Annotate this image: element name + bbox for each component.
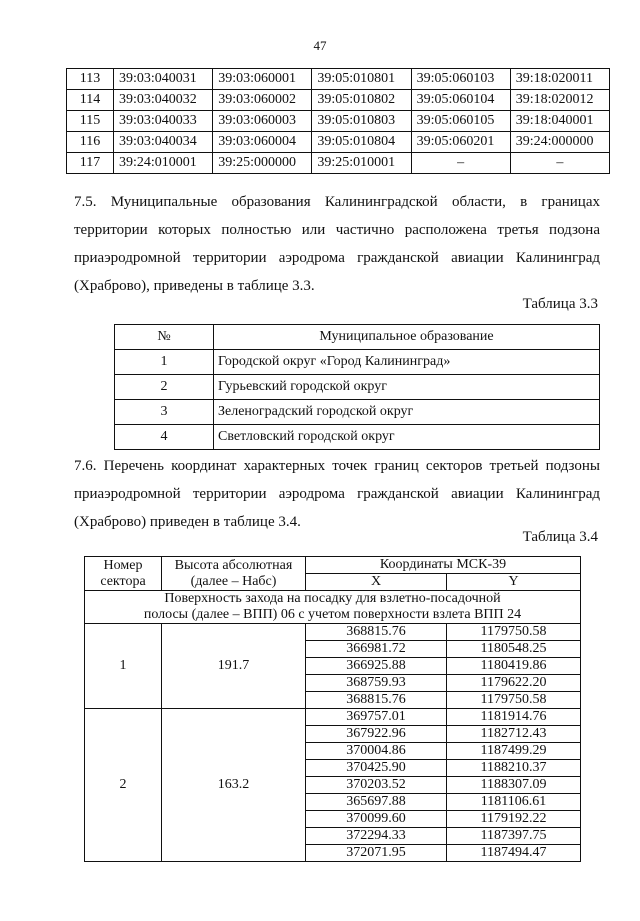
cadastral-code: 39:05:010804 — [312, 132, 411, 153]
section-row — [85, 591, 581, 624]
table-header-row — [115, 325, 600, 350]
cadastral-code: 39:03:040031 — [114, 69, 213, 90]
cadastral-code: 39:05:010802 — [312, 90, 411, 111]
cadastral-code: 39:05:060104 — [411, 90, 510, 111]
cadastral-codes-table — [66, 68, 610, 174]
header-sector-line1: Номер — [103, 557, 143, 573]
coord-x: 370425.90 — [306, 760, 447, 777]
row-number: 116 — [67, 132, 114, 153]
coord-x: 370099.60 — [306, 811, 447, 828]
paragraph-line: 7.5. Муниципальные образования Калининградской области, в границах — [74, 194, 600, 210]
paragraph-line: территории которых полностью или частично расположена третья подзона — [74, 222, 600, 238]
municipality-name: Гурьевский городской округ — [214, 375, 600, 400]
table-row — [85, 624, 581, 641]
coord-y: 1179622.20 — [447, 675, 581, 692]
municipality-name: Светловский городской округ — [214, 425, 600, 450]
coord-x: 366925.88 — [306, 658, 447, 675]
municipality-name: Городской округ «Город Калининград» — [214, 350, 600, 375]
table-3-4-caption: Таблица 3.4 — [522, 529, 598, 545]
header-sector — [85, 557, 162, 591]
table-3-4 — [84, 556, 581, 862]
coord-y: 1188307.09 — [447, 777, 581, 794]
table-row — [115, 425, 600, 450]
header-y: Y — [447, 574, 581, 591]
table-row — [67, 90, 610, 111]
cadastral-code: 39:18:020011 — [510, 69, 609, 90]
paragraph-line: приаэродромной территории аэродрома гражданской авиации Калининград — [74, 250, 600, 266]
coord-y: 1181106.61 — [447, 794, 581, 811]
cadastral-code: – — [510, 153, 609, 174]
section-title-line1: Поверхность захода на посадку для взлетно-посадочной — [164, 591, 501, 606]
paragraph-line: 7.6. Перечень координат характерных точек границ секторов третьей подзоны — [74, 458, 600, 474]
table-row — [115, 400, 600, 425]
table-header-row — [85, 557, 581, 574]
sector-altitude: 163.2 — [162, 709, 306, 862]
table-3-3 — [114, 324, 600, 450]
cadastral-code: 39:03:060001 — [213, 69, 312, 90]
table-row — [67, 153, 610, 174]
table-3-3-caption: Таблица 3.3 — [522, 296, 598, 312]
cadastral-code: 39:25:010001 — [312, 153, 411, 174]
coord-y: 1180419.86 — [447, 658, 581, 675]
coord-y: 1179750.58 — [447, 692, 581, 709]
row-number: 2 — [115, 375, 214, 400]
cadastral-code: 39:18:020012 — [510, 90, 609, 111]
coord-y: 1179192.22 — [447, 811, 581, 828]
row-number: 4 — [115, 425, 214, 450]
coord-x: 370004.86 — [306, 743, 447, 760]
row-number: 114 — [67, 90, 114, 111]
coord-x: 368815.76 — [306, 692, 447, 709]
cadastral-code: 39:05:010801 — [312, 69, 411, 90]
header-altitude — [162, 557, 306, 591]
row-number: 3 — [115, 400, 214, 425]
row-number: 113 — [67, 69, 114, 90]
coord-y: 1182712.43 — [447, 726, 581, 743]
table-row — [67, 132, 610, 153]
section-title-line2: полосы (далее – ВПП) 06 с учетом поверхности взлета ВПП 24 — [143, 607, 522, 622]
cadastral-code: 39:05:060201 — [411, 132, 510, 153]
cadastral-code: 39:03:040032 — [114, 90, 213, 111]
coord-y: 1187494.47 — [447, 845, 581, 862]
sector-number: 2 — [85, 709, 162, 862]
cadastral-code: 39:03:040034 — [114, 132, 213, 153]
cadastral-code: 39:03:040033 — [114, 111, 213, 132]
header-altitude-line2: (далее – Набс) — [190, 573, 277, 589]
coord-x: 368759.93 — [306, 675, 447, 692]
header-coordinates: Координаты МСК-39 — [306, 557, 581, 574]
cadastral-code: 39:03:060002 — [213, 90, 312, 111]
table-row — [67, 69, 610, 90]
header-altitude-line1: Высота абсолютная — [174, 557, 293, 573]
header-x: X — [306, 574, 447, 591]
sector-altitude: 191.7 — [162, 624, 306, 709]
table-row — [115, 375, 600, 400]
header-number: № — [115, 325, 214, 350]
paragraph-7-5 — [74, 188, 600, 300]
coord-x: 365697.88 — [306, 794, 447, 811]
table-row — [85, 709, 581, 726]
paragraph-line: приаэродромной территории аэродрома гражданской авиации Калининград — [74, 486, 600, 502]
coord-y: 1188210.37 — [447, 760, 581, 777]
coord-x: 372071.95 — [306, 845, 447, 862]
coord-y: 1187499.29 — [447, 743, 581, 760]
municipality-name: Зеленоградский городской округ — [214, 400, 600, 425]
coord-x: 367922.96 — [306, 726, 447, 743]
cadastral-code: 39:05:010803 — [312, 111, 411, 132]
coord-y: 1180548.25 — [447, 641, 581, 658]
cadastral-code: 39:25:000000 — [213, 153, 312, 174]
cadastral-code: 39:03:060003 — [213, 111, 312, 132]
coord-x: 369757.01 — [306, 709, 447, 726]
row-number: 117 — [67, 153, 114, 174]
coord-x: 366981.72 — [306, 641, 447, 658]
coord-y: 1179750.58 — [447, 624, 581, 641]
sector-number: 1 — [85, 624, 162, 709]
page-number: 47 — [313, 38, 327, 53]
cadastral-code: 39:05:060103 — [411, 69, 510, 90]
header-municipality: Муниципальное образование — [214, 325, 600, 350]
cadastral-code: 39:24:000000 — [510, 132, 609, 153]
coord-y: 1181914.76 — [447, 709, 581, 726]
row-number: 1 — [115, 350, 214, 375]
cadastral-code: 39:05:060105 — [411, 111, 510, 132]
coord-x: 370203.52 — [306, 777, 447, 794]
coord-x: 368815.76 — [306, 624, 447, 641]
row-number: 115 — [67, 111, 114, 132]
coord-y: 1187397.75 — [447, 828, 581, 845]
paragraph-7-6 — [74, 452, 600, 536]
header-sector-line2: сектора — [100, 573, 146, 589]
section-title — [85, 591, 581, 624]
paragraph-line: (Храброво) приведен в таблице 3.4. — [74, 514, 301, 530]
table-row — [115, 350, 600, 375]
cadastral-code: 39:18:040001 — [510, 111, 609, 132]
paragraph-line: (Храброво), приведены в таблице 3.3. — [74, 278, 315, 294]
cadastral-code: – — [411, 153, 510, 174]
cadastral-code: 39:24:010001 — [114, 153, 213, 174]
cadastral-code: 39:03:060004 — [213, 132, 312, 153]
table-row — [67, 111, 610, 132]
coord-x: 372294.33 — [306, 828, 447, 845]
